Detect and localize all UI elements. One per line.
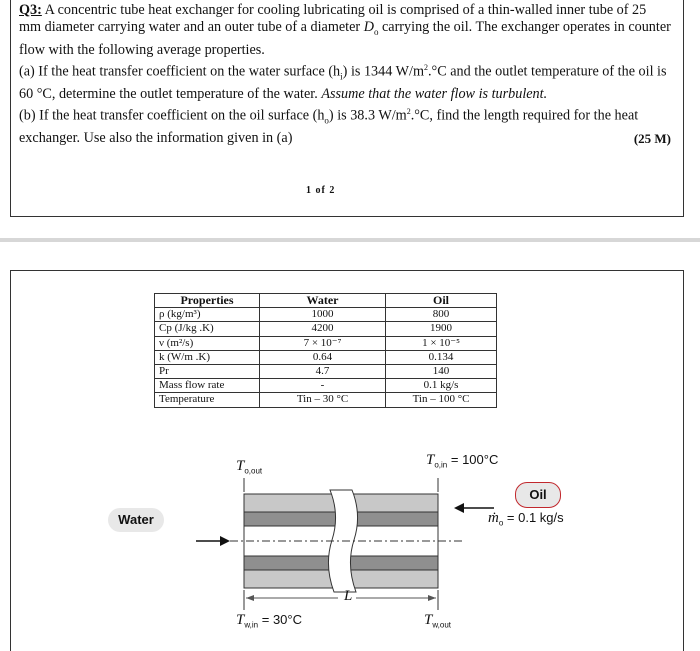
property-name: Mass flow rate <box>155 379 260 393</box>
outer-tube-bottom-right <box>346 570 438 588</box>
part-b-text-2: ) is 38.3 W/m <box>328 108 407 125</box>
t-w-out-label <box>424 612 451 630</box>
length-arrow-left <box>246 595 254 601</box>
part-b-text-3: .°C, find the length required for the heat exchanger. Use also the information given in (a) <box>19 108 639 147</box>
intro-text-b: carrying the oil. The exchanger operates in counter flow with the following average properties. <box>19 19 671 58</box>
water-arrowhead <box>220 536 230 546</box>
t-w-in-value: = 30°C <box>258 612 303 627</box>
m-dot-symbol: ṁ <box>488 510 499 526</box>
oil-value: 1900 <box>386 322 497 336</box>
t-w-in-label <box>236 612 302 630</box>
oil-value: 0.134 <box>386 350 497 364</box>
oil-value: Tin – 100 °C <box>386 393 497 407</box>
marks-label: (25 M) <box>633 131 671 147</box>
part-a-text-1: (a) If the heat transfer coefficient on the water surface (h <box>19 63 341 80</box>
oil-arrowhead <box>454 503 464 513</box>
length-arrow-right <box>428 595 436 601</box>
property-name: Pr <box>155 364 260 378</box>
outer-tube-top-right <box>346 494 438 512</box>
part-b-sub: o <box>324 115 329 126</box>
property-name: k (W/m .K) <box>155 350 260 364</box>
water-value: 4200 <box>260 322 386 336</box>
length-symbol: L <box>344 588 353 604</box>
outer-diameter-sub: o <box>373 27 379 38</box>
page-indicator: 1 of 2 <box>306 185 336 196</box>
t-symbol: T <box>426 452 435 468</box>
part-a-sub: i <box>340 71 343 82</box>
part-a-sup: 2 <box>424 63 428 73</box>
water-value: 4.7 <box>260 364 386 378</box>
water-tag: Water <box>108 508 164 532</box>
oil-value: 140 <box>386 364 497 378</box>
length-label <box>344 588 352 605</box>
t-symbol: T <box>236 612 245 628</box>
t-symbol: T <box>424 612 433 628</box>
water-value: 1000 <box>260 308 386 322</box>
t-o-in-value: = 100°C <box>447 452 499 467</box>
m-dot-value: = 0.1 kg/s <box>503 510 564 525</box>
water-value: Tin – 30 °C <box>260 393 386 407</box>
intro-text-a: A concentric tube heat exchanger for cooling lubricating oil is comprised of a thin-walled inner tube of 25 mm diameter carrying water and an outer tube of a diameter <box>19 2 647 36</box>
property-name: Temperature <box>155 393 260 407</box>
property-name: ρ (kg/m³) <box>155 308 260 322</box>
t-symbol: T <box>236 458 245 474</box>
t-o-out-sub: o,out <box>244 466 263 476</box>
header-water: Water <box>260 294 386 308</box>
part-b-text-1: (b) If the heat transfer coefficient on the oil surface (h <box>19 108 325 125</box>
t-o-out-label <box>236 458 262 476</box>
water-value: - <box>260 379 386 393</box>
oil-value: 800 <box>386 308 497 322</box>
part-a-text-3: .°C and the outlet temperature of the oil is 60 °C, determine the outlet temperature of the water. <box>19 63 667 103</box>
property-name: Cp (J/kg .K) <box>155 322 260 336</box>
question-label: Q3: <box>19 2 42 18</box>
header-properties: Properties <box>155 294 260 308</box>
inner-tube-bottom-right <box>346 556 438 570</box>
outer-diameter-symbol: D <box>363 19 374 36</box>
water-value: 0.64 <box>260 350 386 364</box>
inner-tube-top-right <box>346 512 438 526</box>
t-o-in-label <box>426 452 498 470</box>
part-b-sup: 2 <box>406 107 411 117</box>
water-value: 7 × 10⁻⁷ <box>260 336 386 350</box>
m-dot-sub: o <box>498 518 504 528</box>
inner-tube-top-left <box>244 512 348 526</box>
oil-value: 0.1 kg/s <box>386 379 497 393</box>
t-w-out-sub: w,out <box>432 620 452 630</box>
t-o-in-sub: o,in <box>434 460 448 470</box>
property-name: ν (m²/s) <box>155 336 260 350</box>
part-a-text-2: ) is 1344 W/m <box>342 63 424 80</box>
oil-mass-flow-label <box>488 510 564 528</box>
oil-tag: Oil <box>515 482 561 508</box>
t-w-in-sub: w,in <box>244 620 259 630</box>
header-oil: Oil <box>386 294 497 308</box>
part-a-assumption: Assume that the water flow is turbulent. <box>321 86 548 103</box>
oil-value: 1 × 10⁻⁵ <box>386 336 497 350</box>
